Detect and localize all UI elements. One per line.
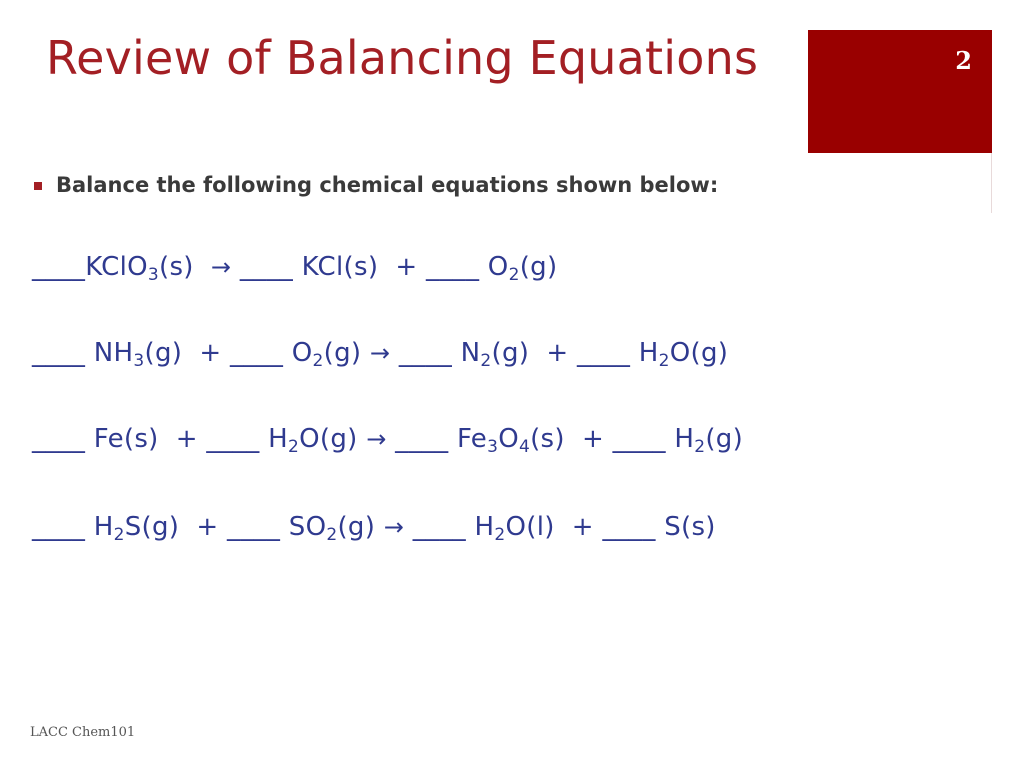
equation-4-part: ____ H — [32, 512, 114, 542]
subscript: 4 — [518, 437, 531, 457]
reaction-arrow-icon: → — [383, 513, 405, 541]
reaction-arrow-icon: → — [369, 339, 391, 367]
subscript: 2 — [312, 351, 324, 371]
equation-4-part: ____ H — [404, 512, 495, 542]
equation-2-part: ____ NH — [32, 338, 134, 368]
equation-1-part: ____KClO — [32, 252, 148, 282]
subscript: 3 — [147, 265, 159, 285]
equation-2-part: (g) + ____ O — [144, 338, 313, 368]
equation-3-part: O(g) — [299, 424, 367, 454]
equation-2-part: ____ N — [390, 338, 481, 368]
equation-3-part: O — [498, 424, 519, 454]
subscript: 2 — [480, 351, 492, 371]
equation-3-part: (s) + ____ H — [530, 424, 695, 454]
page-number-box — [808, 30, 992, 153]
subscript: 2 — [494, 525, 506, 545]
equation-4-part: (g) — [337, 512, 384, 542]
subscript: 2 — [508, 265, 520, 285]
reaction-arrow-icon: → — [210, 253, 232, 281]
equation-3 — [32, 424, 744, 457]
equation-4 — [32, 512, 716, 545]
equation-3-part: (g) — [705, 424, 744, 454]
equation-1-part: ____ KCl(s) + ____ O — [231, 252, 509, 282]
equation-1-part: (s) — [159, 252, 211, 282]
subscript: 2 — [113, 525, 125, 545]
footer-label: LACC Chem101 — [30, 725, 136, 740]
equation-3-part: ____ Fe(s) + ____ H — [32, 424, 289, 454]
bullet-text: Balance the following chemical equations shown below: — [56, 173, 719, 197]
subscript: 2 — [288, 437, 300, 457]
equation-1 — [32, 252, 558, 285]
square-bullet-icon — [34, 182, 42, 190]
equation-4-part: S(g) + ____ SO — [124, 512, 327, 542]
equation-2-part: (g) — [323, 338, 370, 368]
equation-2 — [32, 338, 729, 371]
equation-1-part: (g) — [519, 252, 558, 282]
bullet-item — [34, 173, 718, 197]
equation-2-part: (g) + ____ H — [491, 338, 659, 368]
accent-divider — [991, 153, 992, 213]
subscript: 2 — [326, 525, 338, 545]
reaction-arrow-icon: → — [366, 425, 387, 453]
subscript: 2 — [694, 437, 706, 457]
equation-2-part: O(g) — [669, 338, 729, 368]
subscript: 3 — [487, 437, 499, 457]
page-number: 2 — [955, 46, 972, 75]
subscript: 2 — [658, 351, 670, 371]
equation-4-part: O(l) + ____ S(s) — [505, 512, 716, 542]
slide-title: Review of Balancing Equations — [46, 31, 759, 85]
equation-3-part: ____ Fe — [386, 424, 488, 454]
subscript: 3 — [133, 351, 145, 371]
